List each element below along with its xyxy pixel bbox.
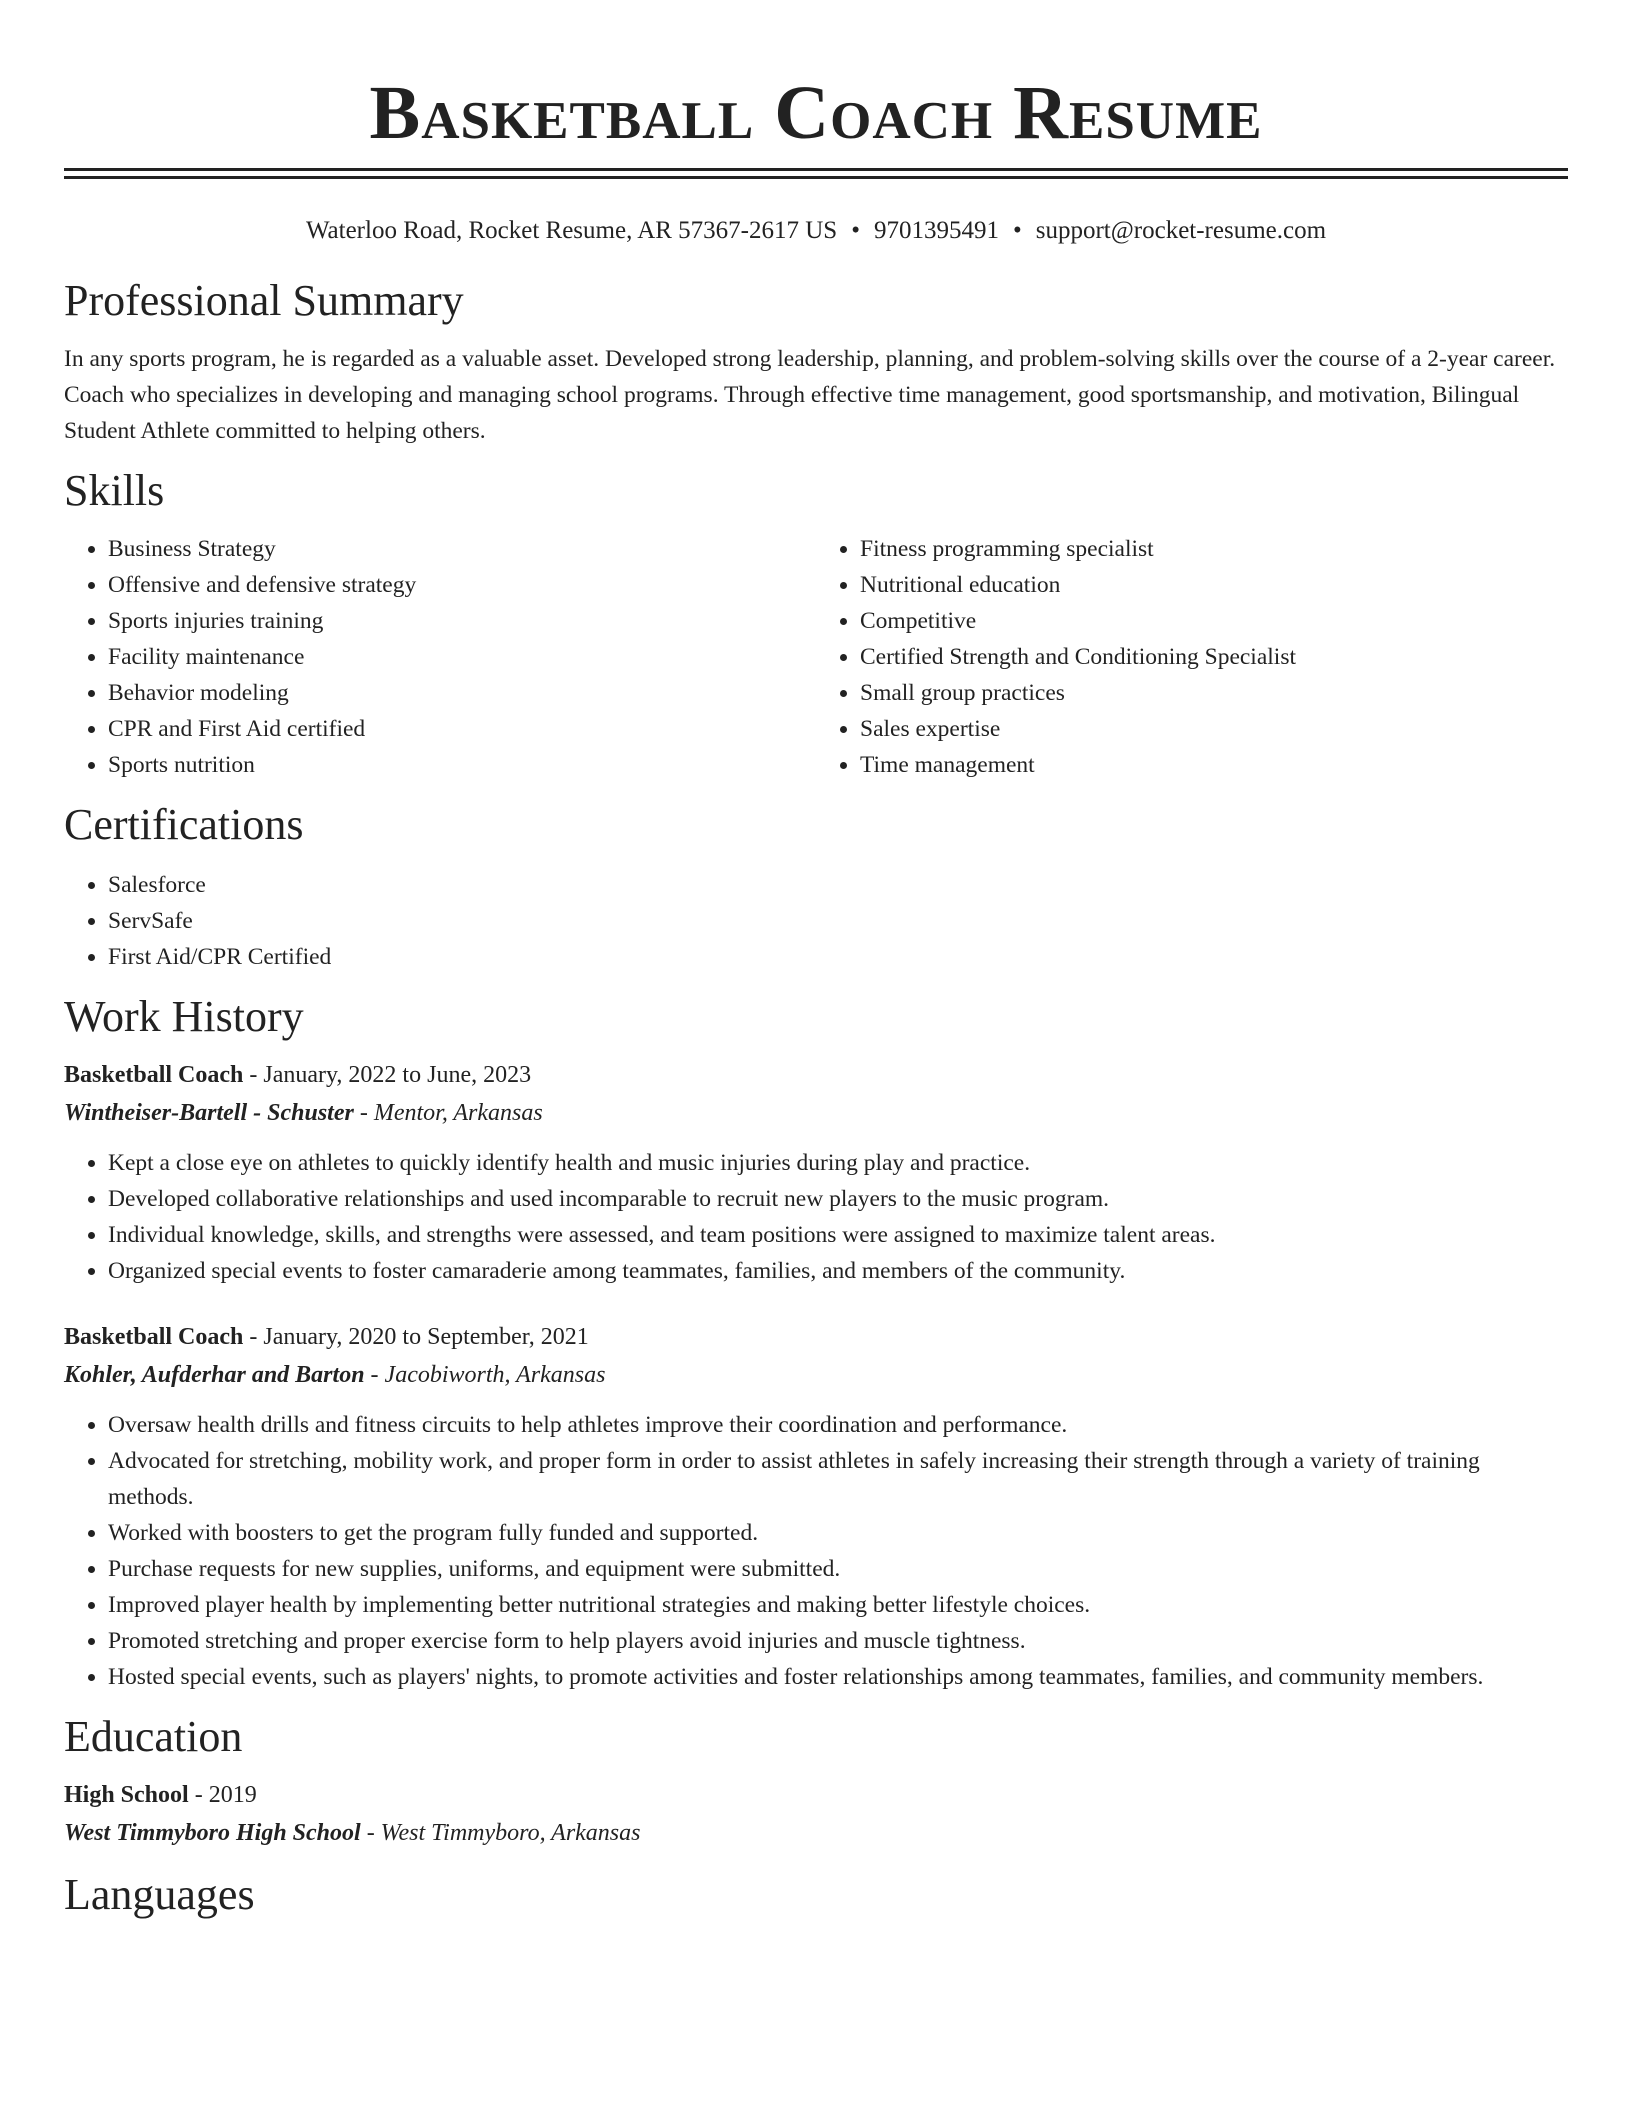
job-bullet: • Hosted special events, such as players' nights, to promote activities and foster relationships among teammates, families, and community members.	[108, 1659, 1568, 1695]
contact-address: Waterloo Road, Rocket Resume, AR 57367-2617 US	[305, 217, 838, 244]
skill-item: • CPR and First Aid certified	[108, 711, 816, 747]
certification-item: • First Aid/CPR Certified	[108, 939, 1568, 975]
skill-item: • Small group practices	[860, 675, 1568, 711]
job-bullets	[64, 1145, 1568, 1289]
work-history-section	[64, 989, 1568, 1695]
certifications-heading: Certifications	[64, 800, 304, 849]
skill-item: • Certified Strength and Conditioning Specialist	[860, 639, 1568, 675]
education-school-line	[64, 1813, 1568, 1853]
education-heading: Education	[64, 1712, 243, 1761]
job-title: Basketball Coach	[64, 1062, 244, 1088]
job-dates: - January, 2022 to June, 2023	[243, 1062, 532, 1088]
summary-heading: Professional Summary	[64, 276, 464, 325]
job-employer: Kohler, Aufderhar and Barton	[64, 1362, 365, 1388]
skill-item: • Competitive	[860, 603, 1568, 639]
certifications-section	[64, 797, 1568, 975]
skills-heading: Skills	[64, 466, 165, 515]
job-entry	[64, 1057, 1568, 1289]
education-degree-line	[64, 1777, 1568, 1813]
certification-item: • Salesforce	[108, 867, 1568, 903]
education-section	[64, 1709, 1568, 1853]
certifications-list	[64, 867, 1568, 975]
title-rule-top	[64, 168, 1568, 171]
education-school: West Timmyboro High School	[64, 1820, 361, 1846]
languages-heading: Languages	[64, 1870, 255, 1919]
job-dates: - January, 2020 to September, 2021	[243, 1324, 589, 1350]
skill-item: • Behavior modeling	[108, 675, 816, 711]
job-bullet: • Promoted stretching and proper exercise form to help players avoid injuries and muscle tightness.	[108, 1623, 1568, 1659]
contact-separator: •	[851, 217, 860, 244]
job-employer: Wintheiser-Bartell - Schuster	[64, 1100, 354, 1126]
job-bullet: • Oversaw health drills and fitness circuits to help athletes improve their coordination and performance.	[108, 1407, 1568, 1443]
summary-section	[64, 273, 1568, 449]
resume-title: Basketball Coach Resume	[369, 71, 1263, 155]
skill-item: • Sales expertise	[860, 711, 1568, 747]
work-history-heading: Work History	[64, 992, 304, 1041]
job-bullet: • Organized special events to foster camaraderie among teammates, families, and members of the community.	[108, 1253, 1568, 1289]
job-location: - Jacobiworth, Arkansas	[364, 1362, 606, 1388]
summary-text: In any sports program, he is regarded as a valuable asset. Developed strong leadership, planning, and problem-solving skills over the course of a 2-year career. Coach who specializes in developing and managing school programs. Through effective time management, good sportsmanship, and motivation, Bilingual Student Athlete committed to helping others.	[64, 346, 1556, 444]
contact-phone: 9701395491	[873, 217, 999, 244]
skill-item: • Offensive and defensive strategy	[108, 567, 816, 603]
skill-item: • Time management	[860, 747, 1568, 783]
job-bullet: • Kept a close eye on athletes to quickly identify health and music injuries during play and practice.	[108, 1145, 1568, 1181]
certification-item: • ServSafe	[108, 903, 1568, 939]
contact-email: support@rocket-resume.com	[1035, 217, 1327, 244]
job-bullet: • Worked with boosters to get the program fully funded and supported.	[108, 1515, 1568, 1551]
education-year: - 2019	[188, 1782, 257, 1808]
job-bullet: • Individual knowledge, skills, and strengths were assessed, and team positions were assigned to maximize talent areas.	[108, 1217, 1568, 1253]
skill-item: • Business Strategy	[108, 531, 816, 567]
job-location: - Mentor, Arkansas	[353, 1100, 543, 1126]
job-employer-line	[64, 1093, 1568, 1133]
skill-item: • Nutritional education	[860, 567, 1568, 603]
title-rule-bottom	[64, 176, 1568, 179]
skill-item: • Sports nutrition	[108, 747, 816, 783]
skill-item: • Facility maintenance	[108, 639, 816, 675]
job-title-line	[64, 1319, 1568, 1355]
job-bullet: • Improved player health by implementing better nutritional strategies and making better lifestyle choices.	[108, 1587, 1568, 1623]
skills-list-left	[64, 531, 816, 783]
skills-section	[64, 463, 1568, 783]
job-title: Basketball Coach	[64, 1324, 244, 1350]
skills-columns	[64, 531, 1568, 783]
skill-item: • Sports injuries training	[108, 603, 816, 639]
contact-line	[64, 215, 1568, 247]
skill-item: • Fitness programming specialist	[860, 531, 1568, 567]
job-bullet: • Developed collaborative relationships and used incomparable to recruit new players to the music program.	[108, 1181, 1568, 1217]
job-entry	[64, 1319, 1568, 1695]
job-bullets	[64, 1407, 1568, 1695]
job-bullet: • Purchase requests for new supplies, uniforms, and equipment were submitted.	[108, 1551, 1568, 1587]
languages-section	[64, 1867, 1568, 1923]
skills-list-right	[816, 531, 1568, 783]
education-degree: High School	[64, 1782, 189, 1808]
contact-separator: •	[1012, 217, 1022, 244]
job-title-line	[64, 1057, 1568, 1093]
job-employer-line	[64, 1355, 1568, 1395]
job-bullet: • Advocated for stretching, mobility work, and proper form in order to assist athletes in safely increasing their strength through a variety of training methods.	[108, 1443, 1568, 1515]
education-location: - West Timmyboro, Arkansas	[360, 1820, 641, 1846]
